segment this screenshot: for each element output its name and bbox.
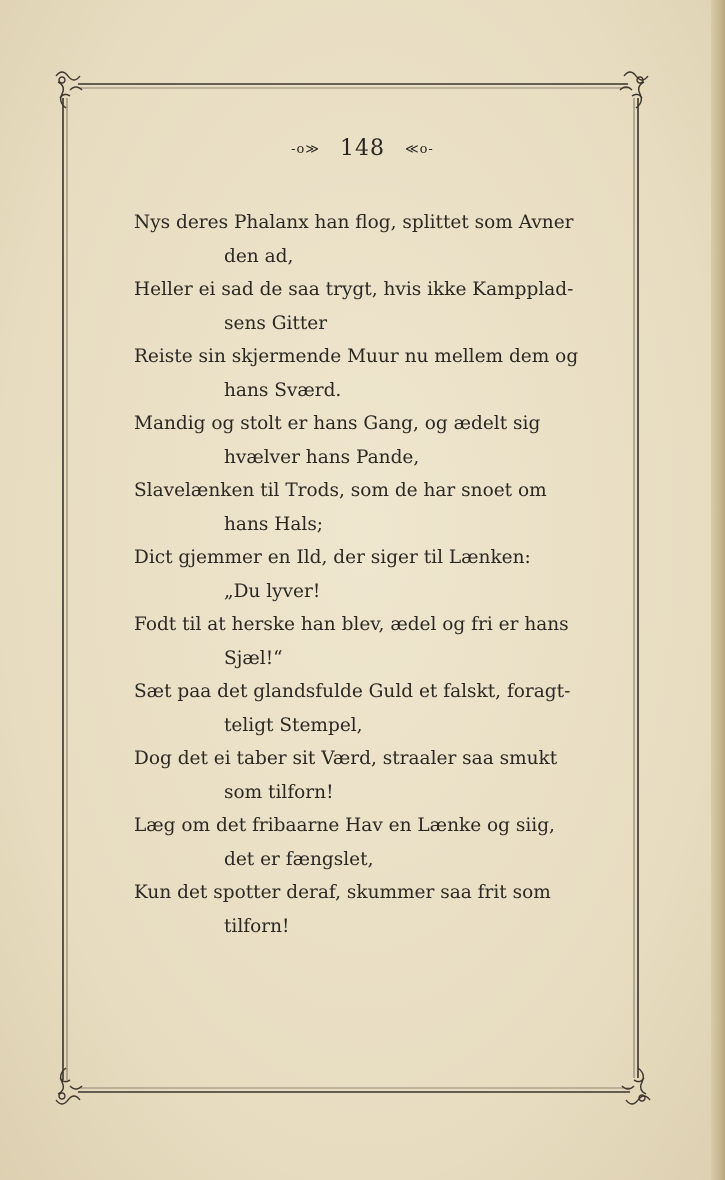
text-line: „Du lyver!	[224, 580, 321, 602]
text-line: Mandig og stolt er hans Gang, og ædelt sig	[134, 413, 541, 434]
text-line: Sæt paa det glandsfulde Guld et falskt, foragt-	[134, 681, 571, 702]
page-header	[0, 136, 725, 161]
text-line: Fodt til at herske han blev, ædel og fri er hans	[134, 614, 569, 635]
text-line: som tilforn!	[224, 781, 334, 803]
text-line: hans Hals;	[224, 513, 324, 535]
text-line: Sjæl!“	[224, 647, 283, 669]
corner-ornament-bottom-left-icon	[56, 1068, 82, 1104]
text-line: hvælver hans Pande,	[224, 446, 420, 468]
text-line: hans Sværd.	[224, 379, 342, 401]
corner-ornament-top-left-icon	[56, 72, 82, 108]
text-line: tilforn!	[224, 915, 290, 937]
text-line: teligt Stempel,	[224, 714, 363, 736]
text-line: sens Gitter	[224, 312, 328, 334]
text-line: Dict gjemmer en Ild, der siger til Lænken:	[134, 547, 531, 568]
header-ornament-left: -o≫	[291, 141, 320, 157]
text-line: Kun det spotter deraf, skummer saa frit som	[134, 882, 551, 903]
corner-ornament-bottom-right-icon	[622, 1068, 650, 1104]
header-ornament-right: ≪o-	[405, 141, 434, 157]
text-line: Læg om det fribaarne Hav en Lænke og siig,	[134, 815, 555, 836]
text-line: Dog det ei taber sit Værd, straaler saa smukt	[134, 748, 558, 769]
text-line: Reiste sin skjermende Muur nu mellem dem og	[134, 346, 579, 367]
text-line: Heller ei sad de saa trygt, hvis ikke Kampplad-	[134, 279, 574, 300]
text-line: Nys deres Phalanx han flog, splittet som Avner	[134, 212, 574, 233]
page-number: 148	[340, 136, 385, 161]
text-line: Slavelænken til Trods, som de har snoet om	[134, 480, 547, 501]
poem-text	[134, 206, 604, 943]
text-line: den ad,	[224, 245, 294, 267]
text-line: det er fængslet,	[224, 848, 374, 870]
